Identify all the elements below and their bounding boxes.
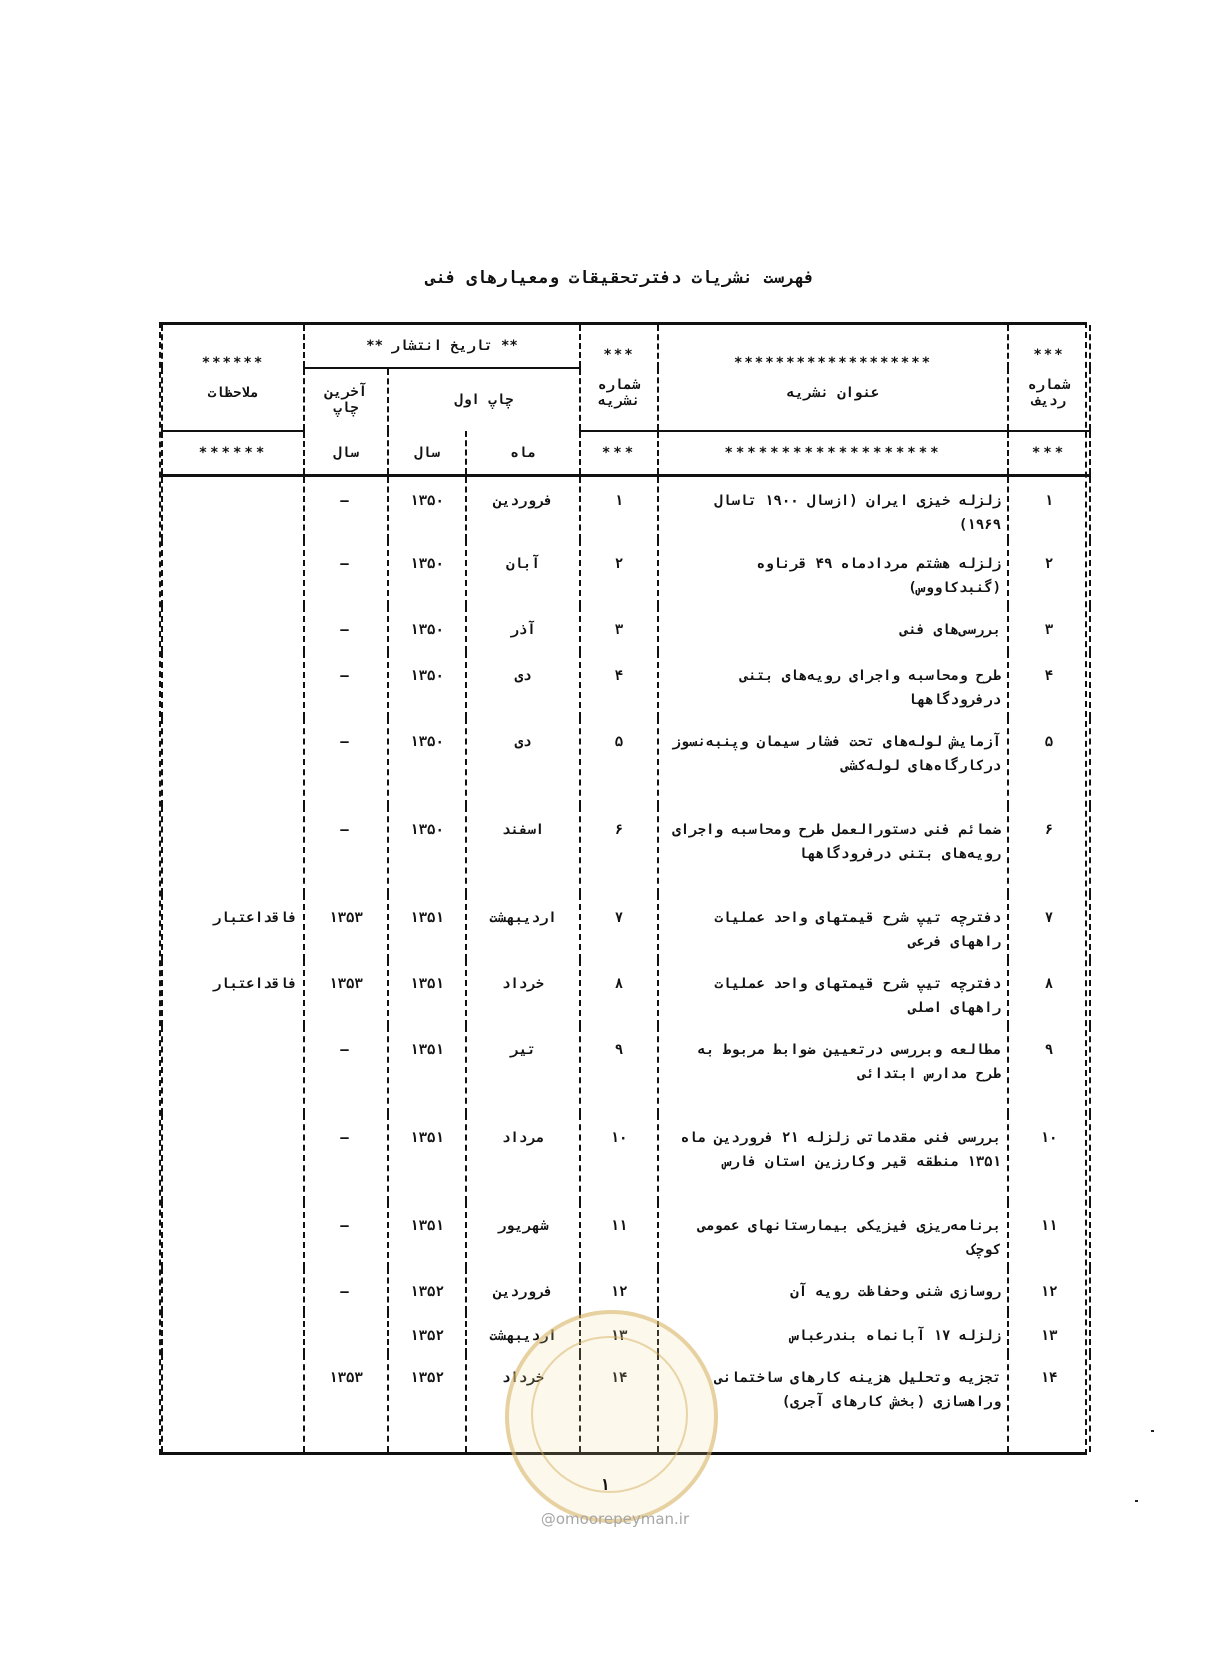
row-notes	[162, 1354, 304, 1453]
row-number: ۲	[1008, 540, 1090, 606]
row-month: خرداد	[466, 960, 580, 1026]
row-title: بررسی فنی مقدماتی زلزله ۲۱ فروردین ماه ۱۳۵۱ منطقه قیر وکارزین استان فارس	[658, 1114, 1008, 1202]
row-notes	[162, 606, 304, 652]
row-number: ۳	[1008, 606, 1090, 652]
table-row	[162, 606, 1090, 652]
row-year: ۱۳۵۲	[388, 1354, 466, 1453]
header-stars: ***	[1033, 346, 1065, 363]
row-last-print: —	[304, 540, 388, 606]
table-row	[162, 718, 1090, 806]
row-pub-no: ۹	[580, 1026, 658, 1114]
row-month: اردیبهشت	[466, 1312, 580, 1354]
page-number: ۱	[600, 1475, 610, 1494]
row-notes: فاقداعتبار	[162, 960, 304, 1026]
row-month: دی	[466, 718, 580, 806]
table-row	[162, 894, 1090, 960]
header-date-group: ** تاریخ انتشار **	[304, 325, 580, 368]
scan-speck	[1135, 1500, 1138, 1502]
row-title: زلزله ۱۷ آبانماه بندرعباس	[658, 1312, 1008, 1354]
row-last-print: ۱۳۵۳	[304, 960, 388, 1026]
row-month: اردیبهشت	[466, 894, 580, 960]
row-year: ۱۳۵۱	[388, 894, 466, 960]
row-title: زلزله هشتم مردادماه ۴۹ قرناوه (گنبدکاووس)	[658, 540, 1008, 606]
row-pub-no: ۱۱	[580, 1202, 658, 1268]
header-pub-no-label: شماره نشریه	[597, 376, 641, 409]
row-title: روسازی شنی وحفاظت رویه آن	[658, 1268, 1008, 1312]
site-watermark: @omoorepeyman.ir	[540, 1510, 690, 1528]
table-row	[162, 1354, 1090, 1453]
table-row	[162, 960, 1090, 1026]
row-number: ۱۰	[1008, 1114, 1090, 1202]
row-title: طرح ومحاسبه واجرای رویه‌های بتنی درفرودگاهها	[658, 652, 1008, 718]
table-row	[162, 476, 1090, 540]
row-title: برنامه‌ریزی فیزیکی بیمارستانهای عمومی کوچک	[658, 1202, 1008, 1268]
header-row-no	[1008, 325, 1090, 431]
row-month: شهریور	[466, 1202, 580, 1268]
row-number: ۱۱	[1008, 1202, 1090, 1268]
row-notes	[162, 718, 304, 806]
row-last-print: —	[304, 606, 388, 652]
row-title: تجزیه وتحلیل هزینه کارهای ساختمانی وراهسازی (بخش کارهای آجری)	[658, 1354, 1008, 1453]
row-notes	[162, 1312, 304, 1354]
header-stars-bottom: ***	[580, 431, 658, 476]
table-row	[162, 652, 1090, 718]
row-number: ۱۴	[1008, 1354, 1090, 1453]
header-notes	[162, 325, 304, 431]
row-notes	[162, 652, 304, 718]
row-last-print: —	[304, 1114, 388, 1202]
row-month: اسفند	[466, 806, 580, 894]
header-month: ماه	[466, 431, 580, 476]
row-pub-no: ۱۲	[580, 1268, 658, 1312]
header-stars: ***	[603, 346, 635, 363]
row-month: آبان	[466, 540, 580, 606]
row-title: ضمائم فنی دستورالعمل طرح ومحاسبه واجرای رویه‌های بتنی درفرودگاهها	[658, 806, 1008, 894]
row-number: ۴	[1008, 652, 1090, 718]
row-pub-no: ۱	[580, 476, 658, 540]
table-row	[162, 1114, 1090, 1202]
row-pub-no: ۱۳	[580, 1312, 658, 1354]
row-title: زلزله خیزی ایران (ازسال ۱۹۰۰ تاسال ۱۹۶۹)	[658, 476, 1008, 540]
row-number: ۷	[1008, 894, 1090, 960]
row-year: ۱۳۵۱	[388, 1114, 466, 1202]
row-pub-no: ۸	[580, 960, 658, 1026]
row-month: مرداد	[466, 1114, 580, 1202]
row-last-print: ۱۳۵۳	[304, 1354, 388, 1453]
row-pub-no: ۵	[580, 718, 658, 806]
row-number: ۱۳	[1008, 1312, 1090, 1354]
row-month: فروردین	[466, 476, 580, 540]
row-month: تیر	[466, 1026, 580, 1114]
row-notes	[162, 1114, 304, 1202]
row-year: ۱۳۵۰	[388, 718, 466, 806]
row-number: ۱	[1008, 476, 1090, 540]
row-last-print: —	[304, 1202, 388, 1268]
row-year: ۱۳۵۱	[388, 1026, 466, 1114]
table-row	[162, 540, 1090, 606]
row-notes	[162, 540, 304, 606]
row-notes	[162, 806, 304, 894]
publications-table	[159, 322, 1087, 1455]
header-last-print: آخرین چاپ	[304, 368, 388, 431]
header-stars-bottom: ***	[1008, 431, 1090, 476]
row-number: ۱۲	[1008, 1268, 1090, 1312]
row-month: آذر	[466, 606, 580, 652]
page-title: فهرست نشریات دفترتحقیقات ومعیارهای فنی	[425, 268, 815, 288]
row-number: ۹	[1008, 1026, 1090, 1114]
row-last-print: —	[304, 806, 388, 894]
row-title: دفترچه تیپ شرح قیمتهای واحد عملیات راههای فرعی	[658, 894, 1008, 960]
header-last-year: سال	[304, 431, 388, 476]
row-year: ۱۳۵۰	[388, 476, 466, 540]
header-stars-bottom: *******************	[658, 431, 1008, 476]
header-notes-label: ملاحظات	[207, 384, 259, 401]
table-row	[162, 1202, 1090, 1268]
row-number: ۸	[1008, 960, 1090, 1026]
row-year: ۱۳۵۰	[388, 652, 466, 718]
header-row-no-label: شماره ردیف	[1027, 376, 1071, 409]
header-pub-no	[580, 325, 658, 431]
header-first-print: چاپ اول	[388, 368, 580, 431]
row-number: ۶	[1008, 806, 1090, 894]
header-stars-row	[162, 325, 1090, 368]
row-notes	[162, 1026, 304, 1114]
row-month: خرداد	[466, 1354, 580, 1453]
row-month: فروردین	[466, 1268, 580, 1312]
row-last-print: —	[304, 476, 388, 540]
row-year: ۱۳۵۲	[388, 1312, 466, 1354]
row-notes: فاقداعتبار	[162, 894, 304, 960]
row-pub-no: ۱۰	[580, 1114, 658, 1202]
row-pub-no: ۴	[580, 652, 658, 718]
row-pub-no: ۲	[580, 540, 658, 606]
publications-grid	[161, 325, 1091, 1452]
row-year: ۱۳۵۰	[388, 806, 466, 894]
table-row	[162, 1026, 1090, 1114]
row-last-print: —	[304, 1268, 388, 1312]
row-title: بررسی‌های فنی	[658, 606, 1008, 652]
table-row	[162, 1312, 1090, 1354]
table-row	[162, 806, 1090, 894]
header-title-label: عنوان نشریه	[786, 384, 880, 401]
header-title	[658, 325, 1008, 431]
row-last-print: —	[304, 1026, 388, 1114]
row-title: آزمایش لوله‌های تحت فشار سیمان وپنبه‌نسوز درکارگاه‌های لوله‌کشی	[658, 718, 1008, 806]
row-title: دفترچه تیپ شرح قیمتهای واحد عملیات راههای اصلی	[658, 960, 1008, 1026]
row-year: ۱۳۵۱	[388, 960, 466, 1026]
row-notes	[162, 1202, 304, 1268]
header-stars: *******************	[733, 354, 933, 371]
row-title: مطالعه وبررسی درتعیین ضوابط مربوط به طرح مدارس ابتدائی	[658, 1026, 1008, 1114]
row-last-print	[304, 1312, 388, 1354]
row-notes	[162, 476, 304, 540]
header-bottom-row	[162, 431, 1090, 476]
header-year: سال	[388, 431, 466, 476]
row-pub-no: ۶	[580, 806, 658, 894]
row-notes	[162, 1268, 304, 1312]
row-year: ۱۳۵۱	[388, 1202, 466, 1268]
row-last-print: —	[304, 718, 388, 806]
row-year: ۱۳۵۰	[388, 606, 466, 652]
row-last-print: —	[304, 652, 388, 718]
row-last-print: ۱۳۵۳	[304, 894, 388, 960]
table-row	[162, 1268, 1090, 1312]
header-stars-bottom: ******	[162, 431, 304, 476]
row-year: ۱۳۵۰	[388, 540, 466, 606]
row-number: ۵	[1008, 718, 1090, 806]
row-year: ۱۳۵۲	[388, 1268, 466, 1312]
row-month: دی	[466, 652, 580, 718]
scan-speck	[1151, 1430, 1154, 1432]
row-pub-no: ۷	[580, 894, 658, 960]
header-stars: ******	[201, 354, 265, 371]
row-pub-no: ۳	[580, 606, 658, 652]
row-pub-no: ۱۴	[580, 1354, 658, 1453]
